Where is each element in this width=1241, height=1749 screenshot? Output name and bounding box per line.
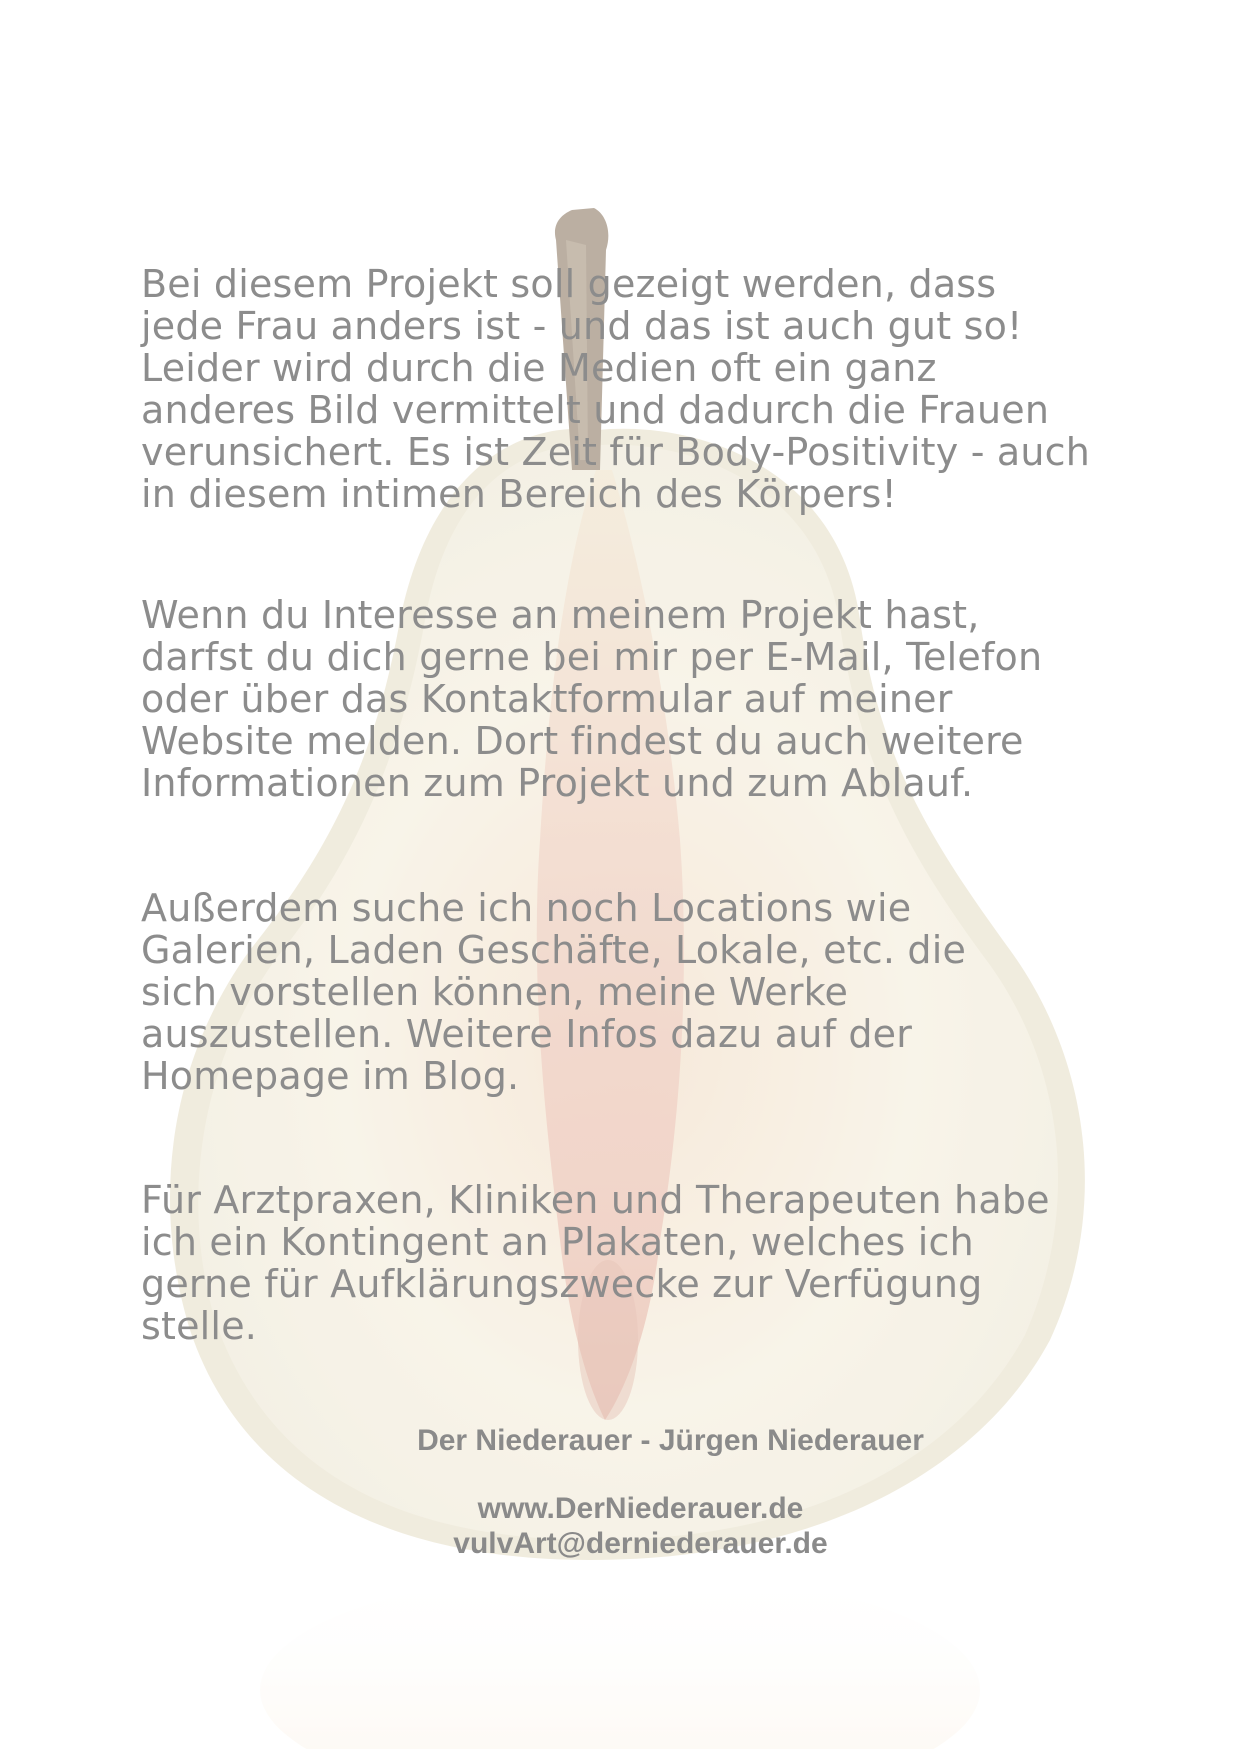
text-line: in diesem intimen Bereich des Körpers! xyxy=(141,472,897,516)
text-line: Bei diesem Projekt soll gezeigt werden, dass xyxy=(141,262,997,306)
paragraph-project-intro xyxy=(141,263,1121,515)
text-line: Homepage im Blog. xyxy=(141,1054,520,1098)
text-line: stelle. xyxy=(141,1304,258,1348)
paragraph-posters xyxy=(141,1179,1121,1347)
paragraph-contact-info xyxy=(141,594,1121,804)
text-line: auszustellen. Weitere Infos dazu auf der xyxy=(141,1012,913,1056)
text-line: jede Frau anders ist - und das ist auch gut so! xyxy=(141,304,1023,348)
text-line: Für Arztpraxen, Kliniken und Therapeuten habe xyxy=(141,1178,1050,1222)
website-link[interactable]: www.DerNiederauer.de xyxy=(477,1492,804,1525)
text-line: sich vorstellen können, meine Werke xyxy=(141,970,849,1014)
text-line: Galerien, Laden Geschäfte, Lokale, etc. die xyxy=(141,928,967,972)
text-line: Informationen zum Projekt und zum Ablauf. xyxy=(141,761,974,805)
text-line: gerne für Aufklärungszwecke zur Verfügung xyxy=(141,1262,983,1306)
text-line: verunsichert. Es ist Zeit für Body-Positivity - auch xyxy=(141,430,1091,474)
text-line: oder über das Kontaktformular auf meiner xyxy=(141,677,953,721)
email-link[interactable]: vulvArt@derniederauer.de xyxy=(453,1527,828,1560)
text-line: Leider wird durch die Medien oft ein ganz xyxy=(141,346,937,390)
text-line: anderes Bild vermittelt und dadurch die Frauen xyxy=(141,388,1050,432)
text-line: Außerdem suche ich noch Locations wie xyxy=(141,886,912,930)
text-line: Website melden. Dort findest du auch weitere xyxy=(141,719,1024,763)
text-line: ich ein Kontingent an Plakaten, welches ich xyxy=(141,1220,974,1264)
author-name: Der Niederauer - Jürgen Niederauer xyxy=(417,1424,924,1457)
paragraph-locations xyxy=(141,887,1121,1097)
text-line: Wenn du Interesse an meinem Projekt hast, xyxy=(141,593,980,637)
text-line: darfst du dich gerne bei mir per E-Mail, Telefon xyxy=(141,635,1043,679)
